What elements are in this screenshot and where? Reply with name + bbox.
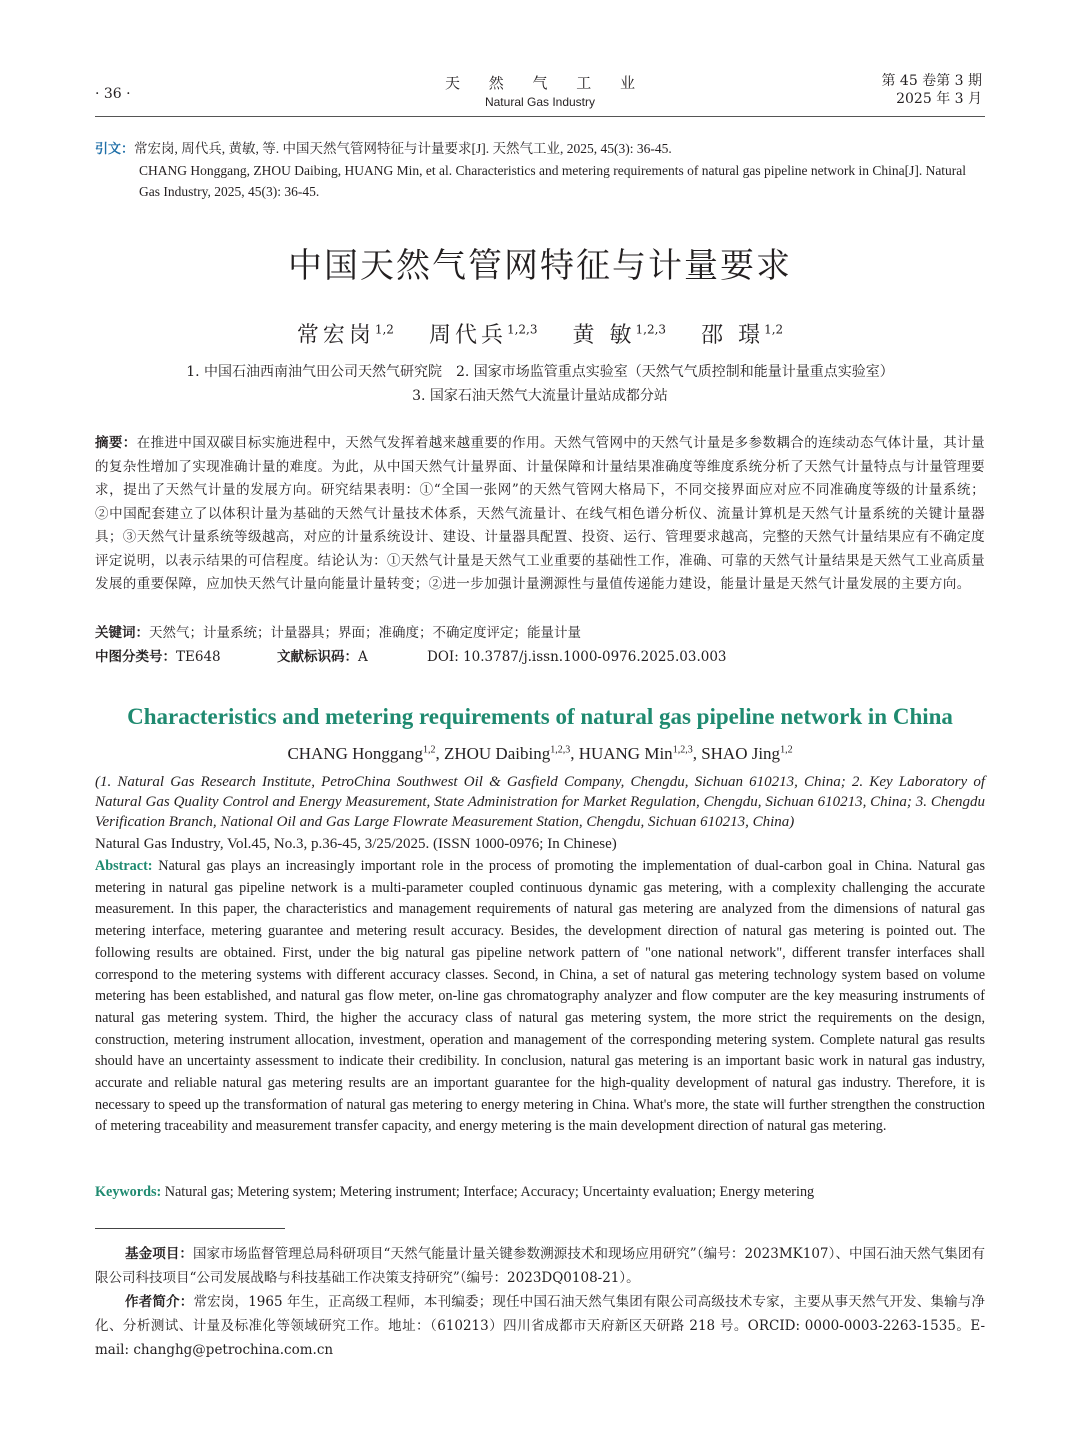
authors-cn [95, 318, 985, 349]
doi: DOI: 10.3787/j.issn.1000-0976.2025.03.003 [427, 649, 727, 665]
bio-text: 常宏岗，1965 年生，正高级工程师，本刊编委；现任中国石油天然气集团有限公司高级技术专家，主要从事天然气开发、集输与净化、分析测试、计量及标准化等领域研究工作。地址：（610213）四川省成都市天府新区天研路 218 号。ORCID: 0000-0003-2263-1535。E-mail: changhg@petrochina.com.cn [95, 1294, 985, 1358]
abstract-en [95, 856, 985, 1138]
author-bio [95, 1290, 985, 1362]
keywords-en-label: Keywords: [95, 1184, 162, 1200]
author-cn: 周代兵$^{1,2,3}$ [428, 322, 538, 348]
abstract-cn-text: 在推进中国双碳目标实施进程中，天然气发挥着越来越重要的作用。天然气管网中的天然气计量是多参数耦合的连续动态气体计量，其计量的复杂性增加了实现准确计量的难度。为此，从中国天然气计量界面、计量保障和计量结果准确度等维度系统分析了天然气计量特点与计量管理要求，提出了天然气计量的发展方向。研究结果表明：①“全国一张网”的天然气管网大格局下，不同交接界面应对应不同准确度等级的计量系统；②中国配套建立了以体积计量为基础的天然气计量技术体系，天然气流量计、在线气相色谱分析仪、流量计算机是天然气计量系统的关键计量器具；③天然气计量系统等级越高，对应的计量系统设计、建设、计量器具配置、投资、运行、管理要求越高，完整的天然气计量结果应有不确定度评定说明，以表示结果的可信程度。结论认为：①天然气计量是天然气工业重要的基础性工作，准确、可靠的天然气计量结果是天然气工业高质量发展的重要保障，应加快天然气计量向能量计量转变；②进一步加强计量溯源性与量值传递能力建设，能量计量是天然气计量发展的主要方向。 [95, 435, 985, 592]
issue-info [881, 72, 982, 108]
author-en: CHANG Honggang$^{1,2}$, [287, 744, 444, 763]
publication-info-en: Natural Gas Industry, Vol.45, No.3, p.36-45, 3/25/2025. (ISSN 1000-0976; In Chinese) [95, 836, 617, 852]
affiliations-cn [95, 360, 985, 408]
author-cn: 常宏岗$^{1,2}$ [296, 322, 394, 348]
volume-issue: 第 45 卷第 3 期 [881, 73, 982, 89]
author-en: SHAO Jing$^{1,2}$ [701, 744, 793, 763]
keywords-en [95, 1182, 985, 1203]
author-cn: 黄 敏$^{1,2,3}$ [572, 322, 667, 348]
abstract-cn-label: 摘要： [95, 435, 137, 451]
issue-date: 2025 年 3 月 [896, 91, 982, 107]
page-number: · 36 · [95, 86, 131, 102]
funding-note [95, 1242, 985, 1290]
paper-title-cn: 中国天然气管网特征与计量要求 [288, 246, 792, 286]
citation-cn: 常宏岗, 周代兵, 黄敏, 等. 中国天然气管网特征与计量要求[J]. 天然气工业, 2025, 45(3): 36-45. [134, 141, 672, 156]
citation-block [95, 138, 985, 202]
author-en: HUANG Min$^{1,2,3}$, [578, 744, 702, 763]
affiliations-en: (1. Natural Gas Research Institute, PetroChina Southwest Oil & Gasfield Company, Chengdu, Sichuan 610213, China; 2. Key Laboratory of Natural Gas Quality Control and Energy Measurement, State Administration for Market Regulation, Chengdu, Sichuan 610213, China; 3. Chengdu Verification Branch, National Oil and Gas Large Flowrate Measurement Station, Chengdu, Sichuan 610213, China) [95, 774, 985, 830]
clc-value: TE648 [176, 649, 221, 665]
header-divider [95, 116, 985, 117]
funding-label: 基金项目： [125, 1246, 194, 1262]
author-cn: 邵 璟$^{1,2}$ [701, 322, 784, 348]
bio-label: 作者简介： [125, 1294, 194, 1310]
footnote-divider [95, 1228, 285, 1229]
abstract-en-label: Abstract: [95, 858, 153, 874]
funding-text: 国家市场监督管理总局科研项目“天然气能量计量关键参数溯源技术和现场应用研究”（编号：2023MK107）、中国石油天然气集团有限公司科技项目“公司发展战略与科技基础工作决策支持研究”（编号：2023DQ0108-21）。 [95, 1246, 985, 1286]
journal-title-en: Natural Gas Industry [484, 95, 596, 109]
clc-label: 中图分类号： [95, 649, 176, 665]
journal-title-cn: 天 然 气 工 业 [444, 74, 648, 92]
citation-en: CHANG Honggang, ZHOU Daibing, HUANG Min, et al. Characteristics and metering requirements of natural gas pipeline network in China[J]. Natural Gas Industry, 2025, 45(3): 36-45. [139, 163, 967, 199]
authors-en [95, 744, 985, 764]
affiliation-line: 3. 国家石油天然气大流量计量站成都分站 [412, 388, 668, 404]
classification-line [95, 646, 985, 668]
citation-label: 引文： [95, 142, 135, 157]
author-en: ZHOU Daibing$^{1,2,3}$, [443, 744, 579, 763]
keywords-cn [95, 622, 985, 644]
affiliation-line: 1. 中国石油西南油气田公司天然气研究院 2. 国家市场监管重点实验室（天然气气质控制和能量计量重点实验室） [186, 364, 894, 380]
paper-title-en: Characteristics and metering requirements of natural gas pipeline network in China [127, 704, 953, 729]
keywords-cn-label: 关键词： [95, 625, 149, 641]
abstract-cn [95, 432, 985, 597]
keywords-en-text: Natural gas; Metering system; Metering instrument; Interface; Accuracy; Uncertainty evaluation; Energy metering [164, 1184, 815, 1200]
journal-header [380, 72, 700, 109]
keywords-cn-text: 天然气；计量系统；计量器具；界面；准确度；不确定度评定；能量计量 [149, 625, 581, 641]
doc-code-label: 文献标识码： [277, 649, 358, 665]
doc-code-value: A [358, 649, 368, 665]
abstract-en-text: Natural gas plays an increasingly important role in the process of promoting the implementation of dual-carbon goal in China. Natural gas metering in natural gas pipeline network is a multi-parameter coupled continuous dynamic gas metering, with a complexity challenging the accurate measurement. In this paper, the characteristics and management requirements of natural gas metering are analyzed from the dimensions of natural gas metering interface, metering guarantee and metering result accuracy. Besides, the development direction of natural gas metering is pointed out. The following results are obtained. First, under the big natural gas pipeline network pattern of "one national network", different transfer interfaces shall correspond to the metering systems with different accuracy classes. Second, in China, a set of natural gas metering technology system based on volume metering has been established, and natural gas flow meter, on-line gas chromatography analyzer and flow computer are the key measuring instruments of natural gas metering system. Third, the higher the accuracy class of natural gas metering system, the more strict the requirements on the design, construction, metering instrument allocation, investment, operation and management of the corresponding metering system. Complete natural gas results should have an uncertainty assessment to indicate their credibility. In conclusion, natural gas metering is an important basic work in natural gas industry, accurate and reliable natural gas metering results are an important guarantee for the high-quality development of natural gas industry. Therefore, it is necessary to speed up the transformation of natural gas metering to energy metering in China. What's more, the state will further strengthen the construction of metering traceability and measurement transfer capacity, and energy metering is the main development direction of natural gas metering. [95, 858, 986, 1135]
